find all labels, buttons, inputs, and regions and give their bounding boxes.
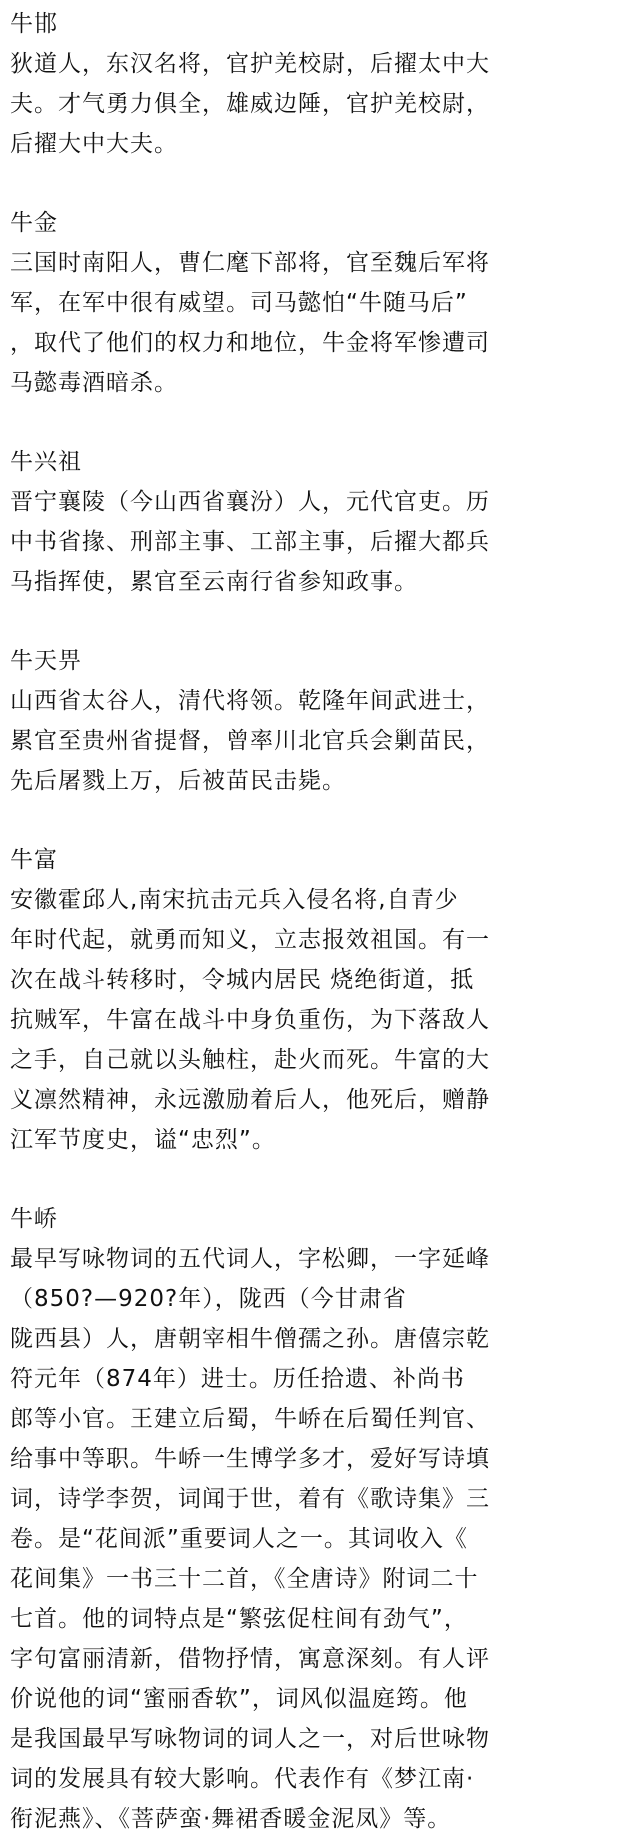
- paragraph-gap: [10, 602, 624, 637]
- entry-text-line: ，取代了他们的权力和地位，牛金将军惨遭司: [10, 330, 490, 356]
- entry-text-line: 价说他的词“蜜丽香软”，词风似温庭筠。他: [10, 1686, 468, 1712]
- entry-text-line: 夫。才气勇力俱全，雄威边陲，官护羌校尉，: [10, 91, 490, 117]
- paragraph-gap: [10, 801, 624, 836]
- entry-text-line: 后擢大中大夫。: [10, 131, 178, 157]
- entry-text-line: 安徽霍邱人,南宋抗击元兵入侵名将,自青少: [10, 887, 459, 913]
- entry-text-line: 郎等小官。王建立后蜀，牛峤在后蜀任判官、: [10, 1406, 490, 1432]
- entry-text-line: 词，诗学李贺，词闻于世，着有《歌诗集》三: [10, 1486, 490, 1512]
- entry-text-line: （850?—920?年），陇西（今甘肃省: [10, 1286, 407, 1312]
- entry-title: 牛邯: [10, 11, 58, 37]
- entry-text-line: 累官至贵州省提督，曾率川北官兵会剿苗民，: [10, 728, 490, 754]
- entry-text-line: 中书省掾、刑部主事、工部主事，后擢大都兵: [10, 529, 490, 555]
- entry-niu-tianbi: [10, 641, 624, 801]
- entry-text-line: 年时代起，就勇而知义，立志报效祖国。有一: [10, 927, 490, 953]
- entry-title: 牛兴祖: [10, 449, 82, 475]
- entry-niu-fu: [10, 840, 624, 1160]
- entry-text-line: 马指挥使，累官至云南行省参知政事。: [10, 569, 418, 595]
- entry-text-line: 符元年（874年）进士。历任拾遗、补尚书: [10, 1366, 465, 1392]
- entry-text-line: 最早写咏物词的五代词人，字松卿，一字延峰: [10, 1246, 490, 1272]
- entry-text-line: 词的发展具有较大影响。代表作有《梦江南·: [10, 1766, 475, 1792]
- paragraph-gap: [10, 164, 624, 199]
- entry-text-line: 是我国最早写咏物词的词人之一，对后世咏物: [10, 1726, 490, 1752]
- entry-text-line: 江军节度史，谥“忠烈”。: [10, 1127, 276, 1153]
- entry-text-line: 花间集》一书三十二首，《全唐诗》附词二十: [10, 1566, 479, 1592]
- entry-text-line: 狄道人，东汉名将，官护羌校尉，后擢太中大: [10, 51, 490, 77]
- entry-text-line: 三国时南阳人，曹仁麾下部将，官至魏后军将: [10, 250, 490, 276]
- entry-title: 牛富: [10, 847, 58, 873]
- entry-text-line: 抗贼军，牛富在战斗中身负重伤，为下落敌人: [10, 1007, 490, 1033]
- entry-text-line: 给事中等职。牛峤一生博学多才，爱好写诗填: [10, 1446, 490, 1472]
- entry-title: 牛金: [10, 210, 58, 236]
- entry-niu-qiao: [10, 1199, 624, 1839]
- entry-text-line: 衔泥燕》、《菩萨蛮·舞裙香暖金泥凤》等。: [10, 1806, 452, 1832]
- paragraph-gap: [10, 403, 624, 438]
- article-page: [0, 4, 640, 1832]
- entry-text-line: 义凛然精神，永远激励着后人，他死后，赠静: [10, 1087, 490, 1113]
- entry-text-line: 卷。是“花间派”重要词人之一。其词收入《: [10, 1526, 468, 1552]
- entry-text-line: 山西省太谷人，清代将领。乾隆年间武进士，: [10, 688, 490, 714]
- entry-text-line: 次在战斗转移时，令城内居民 烧绝街道，抵: [10, 967, 475, 993]
- entry-niu-han: [10, 4, 624, 164]
- entry-text-line: 之手，自己就以头触柱，赴火而死。牛富的大: [10, 1047, 490, 1073]
- entry-text-line: 晋宁襄陵（今山西省襄汾）人，元代官吏。历: [10, 489, 490, 515]
- entry-title: 牛峤: [10, 1206, 58, 1232]
- entry-niu-xingzu: [10, 442, 624, 602]
- paragraph-gap: [10, 1160, 624, 1195]
- entry-text-line: 马懿毒酒暗杀。: [10, 370, 178, 396]
- entry-text-line: 字句富丽清新，借物抒情，寓意深刻。有人评: [10, 1646, 490, 1672]
- entry-text-line: 军，在军中很有威望。司马懿怕“牛随马后”: [10, 290, 468, 316]
- entry-niu-jin: [10, 203, 624, 403]
- entry-text-line: 先后屠戮上万，后被苗民击毙。: [10, 768, 346, 794]
- entry-text-line: 七首。他的词特点是“繁弦促柱间有劲气”，: [10, 1606, 468, 1632]
- entry-text-line: 陇西县）人，唐朝宰相牛僧孺之孙。唐僖宗乾: [10, 1326, 490, 1352]
- entry-title: 牛天畀: [10, 648, 82, 674]
